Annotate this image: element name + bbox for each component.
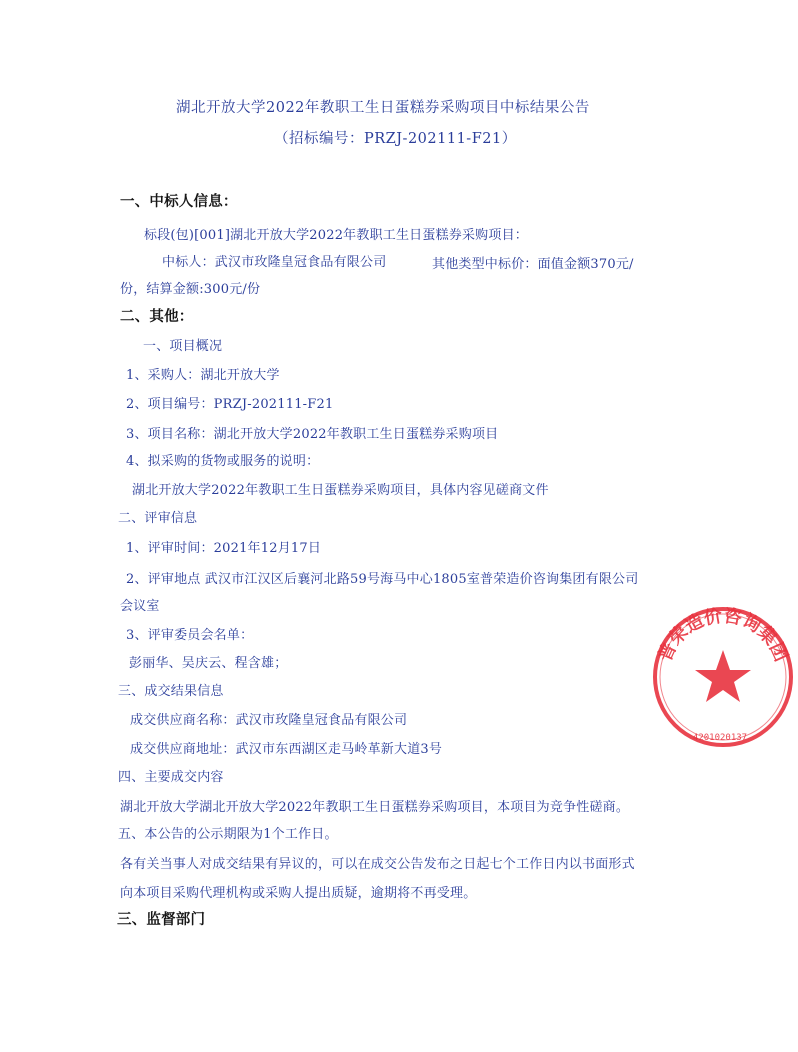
review-location-cont: 会议室 (120, 599, 160, 614)
section-heading-other: 二、其他： (120, 309, 194, 325)
result-info-heading: 三、成交结果信息 (118, 684, 224, 699)
star-icon (695, 650, 751, 702)
seal-code: 4201020137 (692, 733, 748, 743)
main-content-text: 湖北开放大学湖北开放大学2022年教职工生日蛋糕券采购项目，本项目为竞争性磋商。 (120, 800, 630, 815)
review-location-line: 2、评审地点 武汉市江汉区后襄河北路59号海马中心1805室普荣造价咨询集团有限公司 (126, 572, 639, 587)
lot-line: 标段(包)[001]湖北开放大学2022年教职工生日蛋糕券采购项目： (144, 228, 528, 243)
committee-members: 彭丽华、吴庆云、程含雄； (129, 656, 288, 671)
purchaser-line: 1、采购人：湖北开放大学 (126, 368, 280, 383)
section-heading-supervision: 三、监督部门 (117, 912, 206, 928)
publicity-period-line: 五、本公告的公示期限为1个工作日。 (118, 827, 338, 842)
document-subtitle: （招标编号：PRZJ-202111-F21） (274, 131, 517, 147)
supplier-name-line: 成交供应商名称：武汉市玫隆皇冠食品有限公司 (130, 713, 408, 728)
seal-text: 普荣造价咨询集团 (654, 605, 792, 665)
main-content-heading: 四、主要成交内容 (118, 770, 224, 785)
price-line-cont: 份，结算金额:300元/份 (120, 282, 261, 297)
objection-notice-line2: 向本项目采购代理机构或采购人提出质疑，逾期将不再受理。 (120, 886, 477, 901)
committee-heading: 3、评审委员会名单： (126, 628, 254, 643)
company-seal-stamp (648, 602, 798, 752)
document-title: 湖北开放大学2022年教职工生日蛋糕券采购项目中标结果公告 (176, 100, 590, 116)
winner-line: 中标人：武汉市玫隆皇冠食品有限公司 (162, 255, 387, 270)
objection-notice-line1: 各有关当事人对成交结果有异议的，可以在成交公告发布之日起七个工作日内以书面形式 (120, 857, 635, 872)
supplier-address-line: 成交供应商地址：武汉市东西湖区走马岭革新大道3号 (130, 742, 443, 757)
review-time-line: 1、评审时间：2021年12月17日 (126, 541, 322, 556)
project-overview-heading: 一、项目概况 (143, 339, 223, 354)
price-line: 其他类型中标价：面值金额370元/ (432, 257, 634, 272)
goods-desc-text: 湖北开放大学2022年教职工生日蛋糕券采购项目，具体内容见磋商文件 (132, 483, 549, 498)
review-info-heading: 二、评审信息 (118, 511, 198, 526)
project-name-line: 3、项目名称：湖北开放大学2022年教职工生日蛋糕券采购项目 (126, 427, 499, 442)
section-heading-winner-info: 一、中标人信息： (120, 194, 238, 210)
goods-desc-heading: 4、拟采购的货物或服务的说明： (126, 454, 320, 469)
project-number-line: 2、项目编号：PRZJ-202111-F21 (126, 397, 334, 412)
